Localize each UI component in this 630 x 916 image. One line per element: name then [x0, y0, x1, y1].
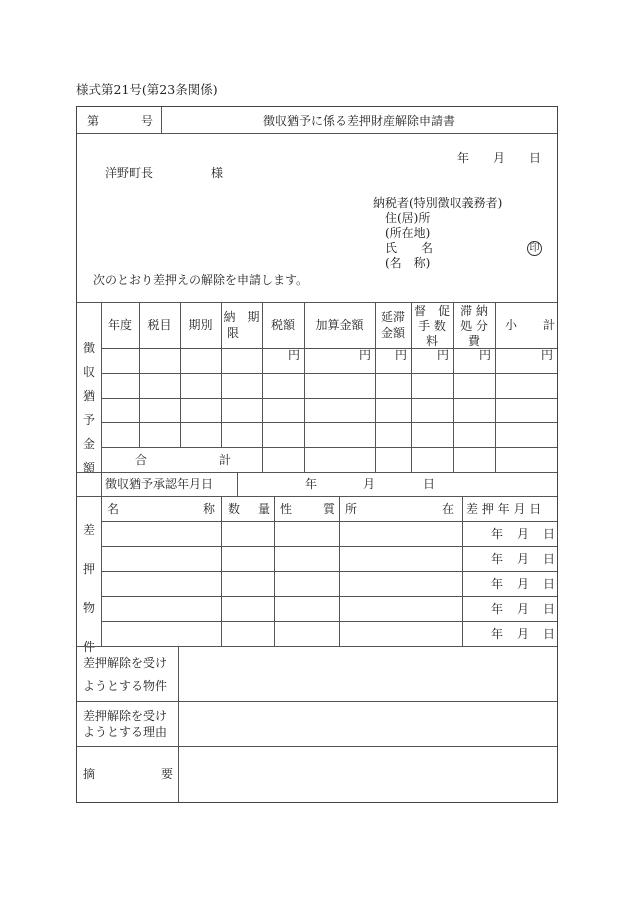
col-subtotal-1: 小 [505, 318, 518, 332]
row-date-day: 日 [543, 577, 556, 591]
seized-col-date: 差 押 年 月 日 [466, 502, 542, 516]
total-label-2: 計 [219, 453, 232, 467]
form-title: 徴収猶予に係る差押財産解除申請書 [262, 114, 455, 128]
seized-col-name-2: 称 [203, 502, 216, 516]
release-items-label-2: ようとする物件 [83, 679, 168, 693]
yen-unit: 円 [479, 348, 492, 362]
row-date-month: 月 [517, 552, 530, 566]
approval-day: 日 [423, 477, 436, 491]
seized-section-label: 差 押 物 件 [82, 523, 95, 654]
col-delay-line1: 延滞 [380, 310, 405, 324]
row-date-year: 年 [491, 552, 504, 566]
yen-unit: 円 [288, 348, 301, 362]
applicant-address-label: 住(居)所 [385, 211, 431, 225]
yen-unit: 円 [437, 348, 450, 362]
row-date-year: 年 [491, 577, 504, 591]
form-number: 様式第21号(第23条関係) [76, 82, 218, 97]
number-left-label: 第 [87, 114, 100, 128]
row-date-month: 月 [517, 602, 530, 616]
seized-col-nature-2: 質 [323, 502, 336, 516]
col-delay-line2: 金額 [380, 326, 405, 340]
applicant-address-alt: (所在地) [385, 226, 431, 240]
remarks-label-2: 要 [161, 767, 174, 781]
row-date-year: 年 [491, 627, 504, 641]
row-date-day: 日 [543, 627, 556, 641]
yen-unit: 円 [541, 348, 554, 362]
seized-col-nature-1: 性 [280, 502, 293, 516]
col-period: 期別 [188, 318, 213, 332]
yen-unit: 円 [395, 348, 408, 362]
col-tax-amount: 税額 [270, 318, 295, 332]
date-year: 年 [457, 151, 470, 165]
col-year: 年度 [107, 318, 132, 332]
yen-unit: 円 [359, 348, 372, 362]
seized-col-location-2: 在 [442, 502, 455, 516]
number-right-label: 号 [141, 114, 154, 128]
total-label-1: 合 [135, 453, 148, 467]
col-subtotal-2: 計 [543, 318, 556, 332]
request-text: 次のとおり差押えの解除を申請します。 [93, 273, 309, 287]
applicant-name-label-2: 名 [421, 241, 434, 255]
col-arrears-line2: 処 分 [460, 319, 488, 333]
approval-year: 年 [305, 477, 318, 491]
seal-mark-icon: 印 [527, 241, 542, 256]
remarks-label-1: 摘 [83, 767, 96, 781]
row-date-day: 日 [543, 602, 556, 616]
col-due-line1: 納 期 [223, 310, 260, 324]
applicant-role: 納税者(特別徴収義務者) [373, 196, 503, 210]
addressee-name: 洋野町長 [105, 166, 154, 180]
seized-col-qty-2: 量 [258, 502, 271, 516]
row-date-month: 月 [517, 627, 530, 641]
approval-date-label: 徴収猶予承認年月日 [105, 477, 214, 491]
row-date-year: 年 [491, 602, 504, 616]
seized-col-qty-1: 数 [228, 502, 241, 516]
seized-col-name-1: 名 [107, 502, 120, 516]
release-reason-label-1: 差押解除を受け [83, 709, 168, 723]
amount-section-label: 徴 収 猶 予 金 額 [82, 341, 95, 475]
col-arrears-line1: 滞 納 [460, 304, 488, 318]
seized-col-location-1: 所 [345, 502, 358, 516]
col-additional: 加算金額 [315, 318, 364, 332]
addressee-honorific: 様 [211, 166, 224, 180]
release-items-label-1: 差押解除を受け [83, 656, 168, 670]
col-demand-line3: 料 [425, 334, 438, 348]
application-form [76, 106, 558, 803]
col-demand-line1: 督 促 [413, 304, 450, 318]
row-date-month: 月 [517, 577, 530, 591]
date-month: 月 [493, 151, 506, 165]
col-tax-item: 税目 [147, 318, 172, 332]
col-arrears-line3: 費 [467, 334, 480, 348]
applicant-name-label-1: 氏 [385, 241, 398, 255]
row-date-month: 月 [517, 527, 530, 541]
applicant-name-alt: (名 称) [385, 256, 431, 270]
row-date-day: 日 [543, 527, 556, 541]
col-demand-line2: 手 数 [418, 319, 446, 333]
row-date-year: 年 [491, 527, 504, 541]
approval-month: 月 [363, 477, 376, 491]
col-due-line2: 限 [227, 326, 240, 340]
release-reason-label-2: ようとする理由 [83, 725, 168, 739]
row-date-day: 日 [543, 552, 556, 566]
date-day: 日 [529, 151, 542, 165]
